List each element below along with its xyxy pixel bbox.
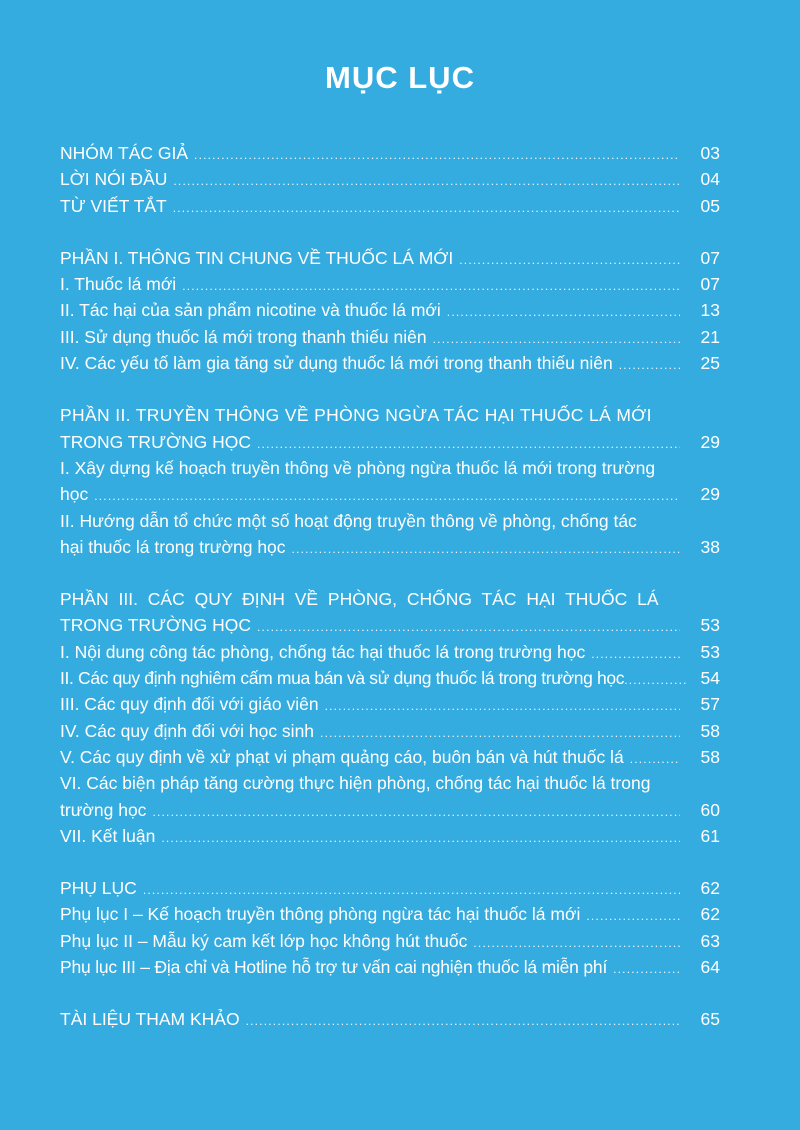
- toc-entry-label: TRONG TRƯỜNG HỌC: [60, 431, 252, 452]
- toc-part-heading-line[interactable]: [60, 586, 720, 612]
- toc-section-front-matter: [60, 140, 720, 219]
- toc-entry-page: 63: [700, 930, 720, 951]
- toc-entry[interactable]: [60, 193, 720, 219]
- toc-leader-dots: [161, 825, 680, 851]
- toc-leader-dots: [630, 746, 680, 772]
- toc-entry[interactable]: [60, 534, 720, 560]
- toc-entry[interactable]: [60, 271, 720, 297]
- toc-entry-page: 29: [700, 431, 720, 452]
- toc-leader-dots: [586, 903, 680, 929]
- toc-entry-label: Phụ lục I – Kế hoạch truyền thông phòng ngừa tác hại thuốc lá mới: [60, 904, 581, 925]
- toc-entry[interactable]: [60, 324, 720, 350]
- toc-part-heading[interactable]: [60, 612, 720, 638]
- toc-section-part-3: [60, 586, 720, 849]
- toc-entry-page: 29: [700, 484, 720, 505]
- toc-entry-label: LỜI NÓI ĐẦU: [60, 169, 168, 190]
- toc-leader-dots: [619, 352, 680, 378]
- toc-entry-label: III. Sử dụng thuốc lá mới trong thanh thiếu niên: [60, 326, 427, 347]
- toc-leader-dots: [173, 195, 680, 221]
- toc-section-part-1: [60, 245, 720, 376]
- toc-leader-dots: [325, 693, 680, 719]
- toc-entry-page: 64: [700, 957, 720, 978]
- toc-entry[interactable]: [60, 166, 720, 192]
- toc-entry-label: I. Thuốc lá mới: [60, 274, 177, 295]
- toc-entry-label: V. Các quy định về xử phạt vi phạm quảng cáo, buôn bán và hút thuốc lá: [60, 746, 624, 767]
- toc-entry-label: PHẦN I. THÔNG TIN CHUNG VỀ THUỐC LÁ MỚI: [60, 247, 454, 268]
- toc-section-part-2: [60, 402, 720, 560]
- toc-entry-label: II. Hướng dẫn tổ chức một số hoạt động truyền thông về phòng, chống tác: [60, 510, 637, 531]
- toc-entry-line[interactable]: [60, 455, 720, 481]
- toc-entry[interactable]: [60, 744, 720, 770]
- toc-entry-page: 58: [700, 720, 720, 741]
- toc-leader-dots: [257, 614, 680, 640]
- toc-entry-page: 62: [700, 878, 720, 899]
- toc-leader-dots: [624, 667, 686, 693]
- toc-entry-label: TỪ VIẾT TẮT: [60, 195, 167, 216]
- toc-entry-line[interactable]: [60, 770, 720, 796]
- toc-part-heading[interactable]: [60, 875, 720, 901]
- toc-entry-label: PHỤ LỤC: [60, 878, 137, 899]
- toc-entry-page: 54: [700, 668, 720, 689]
- toc-leader-dots: [246, 1008, 680, 1034]
- toc-entry-label: PHẦN II. TRUYỀN THÔNG VỀ PHÒNG NGỪA TÁC HẠI THUỐC LÁ MỚI: [60, 405, 652, 426]
- toc-entry-label: Phụ lục II – Mẫu ký cam kết lớp học không hút thuốc: [60, 930, 468, 951]
- toc-entry-line[interactable]: [60, 508, 720, 534]
- toc-entry-label: VII. Kết luận: [60, 825, 156, 846]
- toc-entry-page: 53: [700, 641, 720, 662]
- toc-entry[interactable]: [60, 954, 720, 980]
- toc-entry[interactable]: [60, 639, 720, 665]
- toc-entry-label: NHÓM TÁC GIẢ: [60, 143, 189, 163]
- toc-leader-dots: [459, 247, 680, 273]
- toc-leader-dots: [320, 720, 680, 746]
- toc-entry-page: 53: [700, 615, 720, 636]
- toc-entry-label: hại thuốc lá trong trường học: [60, 536, 286, 557]
- table-of-contents: [60, 140, 720, 1059]
- toc-leader-dots: [447, 299, 680, 325]
- toc-entry-page: 07: [700, 274, 720, 295]
- toc-leader-dots: [292, 536, 680, 562]
- toc-entry[interactable]: [60, 691, 720, 717]
- toc-entry-label: Phụ lục III – Địa chỉ và Hotline hỗ trợ tư vấn cai nghiện thuốc lá miễn phí: [60, 957, 608, 978]
- toc-entry-label: IV. Các yếu tố làm gia tăng sử dụng thuốc lá mới trong thanh thiếu niên: [60, 353, 613, 374]
- toc-entry-label: VI. Các biện pháp tăng cường thực hiện phòng, chống tác hại thuốc lá trong: [60, 773, 651, 794]
- toc-entry[interactable]: [60, 928, 720, 954]
- toc-entry-label: I. Nội dung công tác phòng, chống tác hại thuốc lá trong trường học: [60, 641, 586, 662]
- toc-entry-label: PHẦN III. CÁC QUY ĐỊNH VỀ PHÒNG, CHỐNG TÁC HẠI THUỐC LÁ: [60, 589, 659, 610]
- toc-leader-dots: [182, 273, 680, 299]
- toc-entry-label: IV. Các quy định đối với học sinh: [60, 720, 315, 741]
- toc-entry-page: 07: [700, 247, 720, 268]
- toc-entry-page: 05: [700, 195, 720, 216]
- toc-entry-page: 65: [700, 1009, 720, 1030]
- toc-entry[interactable]: [60, 797, 720, 823]
- toc-entry[interactable]: [60, 823, 720, 849]
- toc-leader-dots: [613, 956, 680, 982]
- toc-entry[interactable]: [60, 140, 720, 166]
- toc-entry[interactable]: [60, 481, 720, 507]
- toc-entry-page: 57: [700, 694, 720, 715]
- page-title: MỤC LỤC: [325, 60, 475, 95]
- toc-entry-page: 21: [700, 326, 720, 347]
- toc-leader-dots: [194, 142, 680, 168]
- toc-entry-page: 13: [700, 300, 720, 321]
- toc-entry-label: TÀI LIỆU THAM KHẢO: [60, 1009, 240, 1030]
- toc-entry-label: II. Các quy định nghiêm cấm mua bán và sử dụng thuốc lá trong trường học: [60, 668, 625, 689]
- toc-entry[interactable]: [60, 718, 720, 744]
- toc-part-heading[interactable]: [60, 1006, 720, 1032]
- toc-leader-dots: [94, 483, 680, 509]
- toc-leader-dots: [173, 168, 680, 194]
- toc-entry-label: I. Xây dựng kế hoạch truyền thông về phòng ngừa thuốc lá mới trong trường: [60, 457, 656, 478]
- toc-entry[interactable]: [60, 665, 720, 691]
- toc-leader-dots: [152, 799, 680, 825]
- toc-section-references: [60, 1006, 720, 1032]
- toc-leader-dots: [591, 641, 680, 667]
- toc-entry-label: TRONG TRƯỜNG HỌC: [60, 615, 252, 636]
- toc-leader-dots: [433, 326, 680, 352]
- toc-part-heading[interactable]: [60, 429, 720, 455]
- toc-leader-dots: [257, 431, 680, 457]
- toc-part-heading[interactable]: [60, 245, 720, 271]
- toc-entry-label: III. Các quy định đối với giáo viên: [60, 694, 319, 715]
- toc-leader-dots: [473, 930, 680, 956]
- toc-entry-label: II. Tác hại của sản phẩm nicotine và thuốc lá mới: [60, 300, 441, 321]
- toc-entry-page: 04: [700, 169, 720, 190]
- toc-entry-page: 61: [700, 825, 720, 846]
- toc-entry-page: 58: [700, 746, 720, 767]
- toc-part-heading-line[interactable]: [60, 402, 720, 428]
- toc-leader-dots: [143, 877, 680, 903]
- toc-entry-page: 62: [700, 904, 720, 925]
- toc-entry-page: 25: [700, 353, 720, 374]
- toc-entry-page: 03: [700, 143, 720, 163]
- toc-section-appendix: [60, 875, 720, 980]
- toc-entry-label: trường học: [60, 799, 147, 820]
- toc-entry-label: học: [60, 484, 89, 505]
- toc-entry[interactable]: [60, 901, 720, 927]
- toc-entry-page: 38: [700, 536, 720, 557]
- toc-entry[interactable]: [60, 350, 720, 376]
- toc-entry-page: 60: [700, 799, 720, 820]
- toc-entry[interactable]: [60, 297, 720, 323]
